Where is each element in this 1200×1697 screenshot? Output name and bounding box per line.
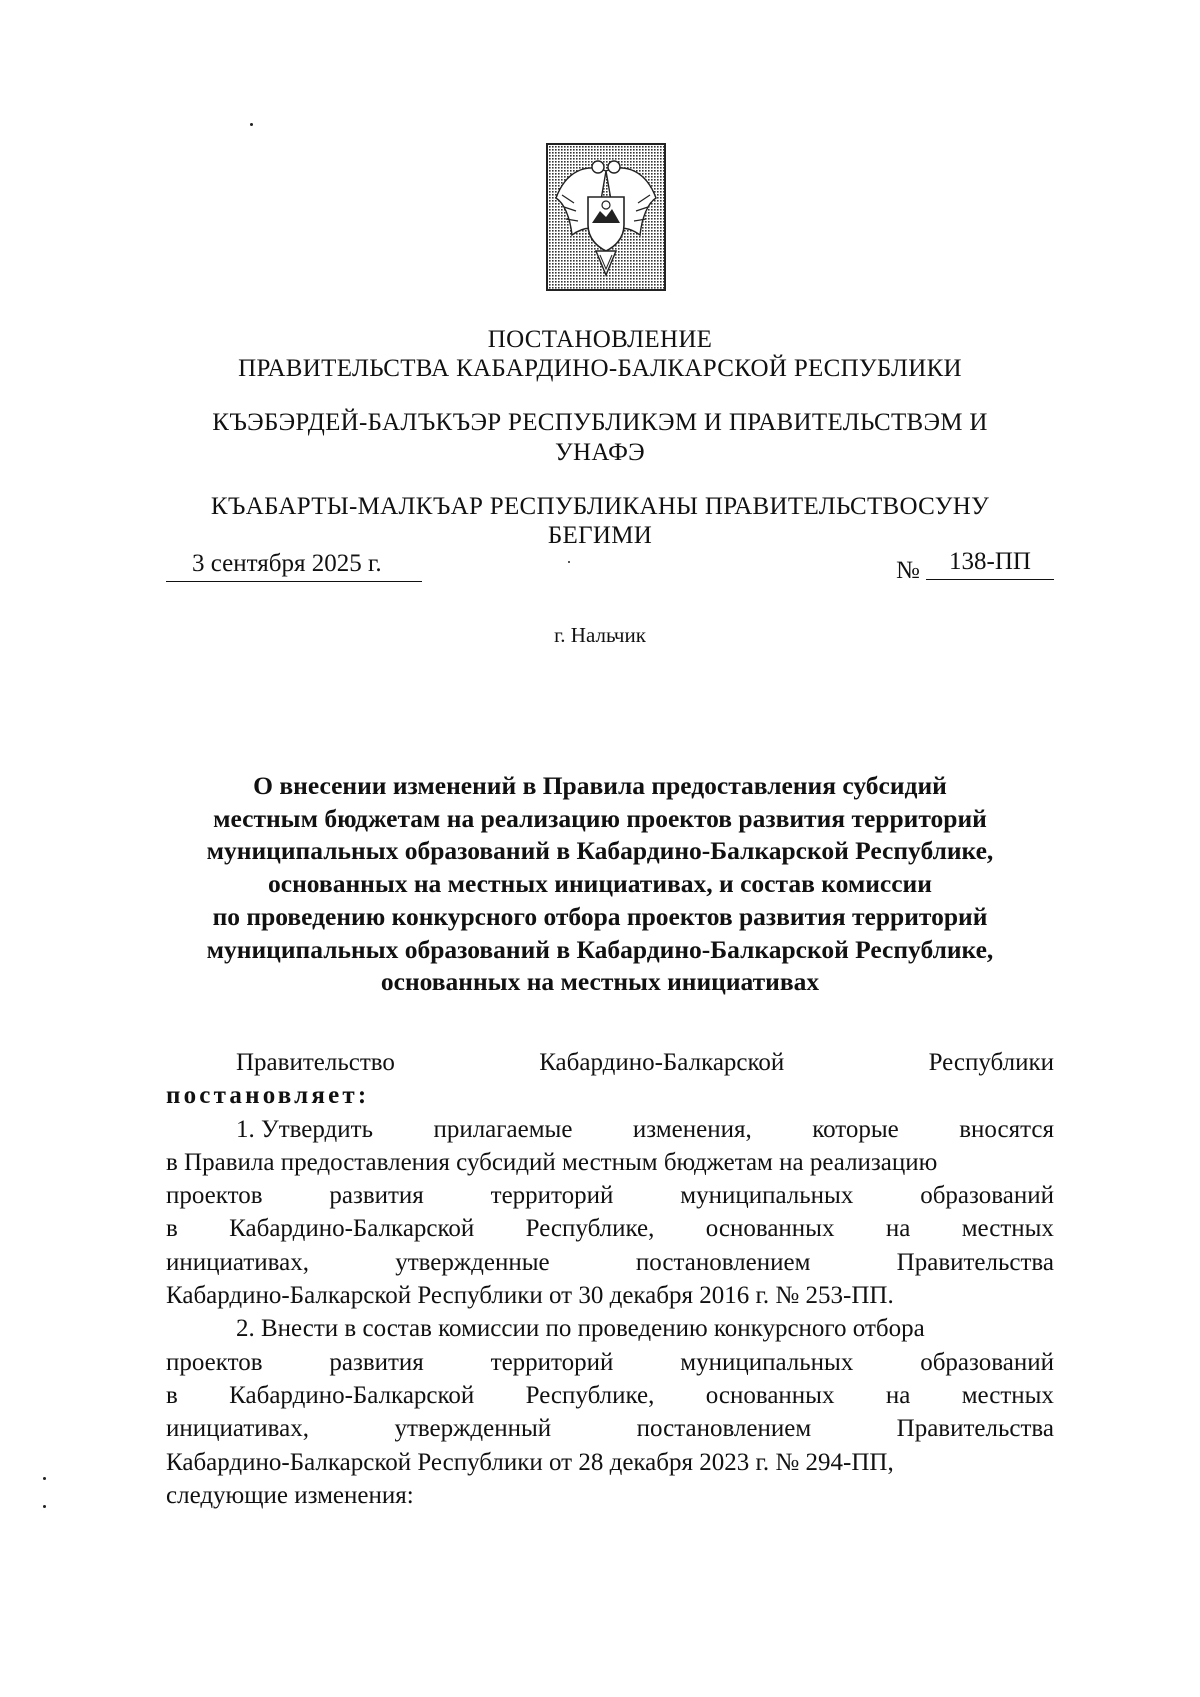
p1-line6: Кабардино-Балкарской Республики от 30 декабря 2016 г. № 253-ПП. — [166, 1282, 894, 1310]
p2-line5: Кабардино-Балкарской Республики от 28 декабря 2023 г. № 294-ПП, — [166, 1448, 894, 1476]
word: Кабардино-Балкарской — [229, 1215, 475, 1243]
p2-line3 — [166, 1379, 1054, 1412]
word: местных — [961, 1215, 1054, 1243]
word: Правительства — [896, 1415, 1054, 1443]
document-body — [166, 1046, 1054, 1512]
word: которые — [812, 1115, 899, 1143]
word: проектов — [166, 1182, 263, 1210]
document-date: 3 сентября 2025 г. — [166, 547, 422, 582]
word: проектов — [166, 1348, 263, 1376]
word: инициативах, — [166, 1415, 309, 1443]
word: образований — [920, 1182, 1054, 1210]
title-line: основанных на местных инициативах — [380, 967, 820, 997]
header-kabardian-line2: УНАФЭ — [555, 439, 645, 466]
word: постановлением — [635, 1248, 811, 1276]
word: образований — [920, 1348, 1054, 1376]
scan-speck — [43, 1505, 46, 1508]
word: в — [166, 1381, 178, 1409]
header-balkar-line1: КЪАБАРТЫ-МАЛКЪАР РЕСПУБЛИКАНЫ ПРАВИТЕЛЬСТВОСУНУ — [210, 493, 990, 520]
word: муниципальных — [680, 1182, 854, 1210]
word: территорий — [490, 1182, 614, 1210]
intro-word: Кабардино-Балкарской — [539, 1049, 785, 1076]
title-line: по проведению конкурсного отбора проектов развития территорий — [212, 901, 988, 931]
word: на — [885, 1381, 911, 1409]
p1-line2: в Правила предоставления субсидий местным бюджетам на реализацию — [166, 1148, 938, 1176]
word: муниципальных — [680, 1348, 854, 1376]
p2-line4 — [166, 1412, 1054, 1445]
word: прилагаемые — [433, 1115, 573, 1143]
word: на — [885, 1215, 911, 1243]
document-number: 138-ПП — [926, 545, 1054, 580]
word: территорий — [490, 1348, 614, 1376]
p2-line2 — [166, 1346, 1054, 1379]
word: местных — [961, 1381, 1054, 1409]
p1-line4 — [166, 1212, 1054, 1245]
p2-line6: следующие изменения: — [166, 1481, 414, 1509]
scan-speck — [568, 561, 570, 563]
intro-word: Правительство — [236, 1049, 395, 1076]
word: изменения, — [632, 1115, 752, 1143]
word: инициативах, — [166, 1248, 309, 1276]
header-balkar-line2: БЕГИМИ — [547, 522, 653, 549]
word: Республике, — [525, 1215, 655, 1243]
title-line: муниципальных образований в Кабардино-Балкарской Республике, — [206, 836, 994, 866]
number-sign: № — [896, 557, 920, 584]
word: 1. Утвердить — [236, 1115, 373, 1143]
coat-of-arms-emblem — [546, 143, 666, 291]
word: Правительства — [896, 1248, 1054, 1276]
word: в — [166, 1215, 178, 1243]
header-title-line2: ПРАВИТЕЛЬСТВА КАБАРДИНО-БАЛКАРСКОЙ РЕСПУБЛИКИ — [238, 355, 962, 382]
header-title-line1: ПОСТАНОВЛЕНИЕ — [487, 326, 713, 353]
word: постановлением — [636, 1415, 812, 1443]
word: утвержденные — [395, 1248, 550, 1276]
title-line: муниципальных образований в Кабардино-Балкарской Республике, — [206, 934, 994, 964]
title-line: основанных на местных инициативах, и состав комиссии — [268, 869, 932, 899]
p1-line5 — [166, 1246, 1054, 1279]
title-line: местным бюджетам на реализацию проектов развития территорий — [213, 803, 987, 833]
word: Республике, — [525, 1381, 655, 1409]
p1-line1 — [166, 1113, 1054, 1146]
word: развития — [329, 1182, 424, 1210]
scan-speck — [43, 1477, 46, 1480]
word: развития — [329, 1348, 424, 1376]
scan-speck — [250, 123, 253, 126]
word: Кабардино-Балкарской — [229, 1381, 475, 1409]
word: основанных — [705, 1381, 835, 1409]
decree-word: постановляет: — [166, 1082, 370, 1110]
document-title — [150, 770, 1050, 999]
p2-line1: 2. Внести в состав комиссии по проведению конкурсного отбора — [236, 1315, 925, 1343]
word: вносятся — [959, 1115, 1054, 1143]
document-city: г. Нальчик — [554, 623, 646, 647]
word: основанных — [705, 1215, 835, 1243]
header-kabardian-line1: КЪЭБЭРДЕЙ-БАЛЪКЪЭР РЕСПУБЛИКЭМ И ПРАВИТЕЛЬСТВЭМ И — [212, 409, 988, 436]
p1-line3 — [166, 1179, 1054, 1212]
word: утвержденный — [394, 1415, 552, 1443]
title-line: О внесении изменений в Правила предоставления субсидий — [253, 771, 947, 800]
intro-line — [166, 1046, 1054, 1079]
intro-word: Республики — [928, 1049, 1054, 1076]
